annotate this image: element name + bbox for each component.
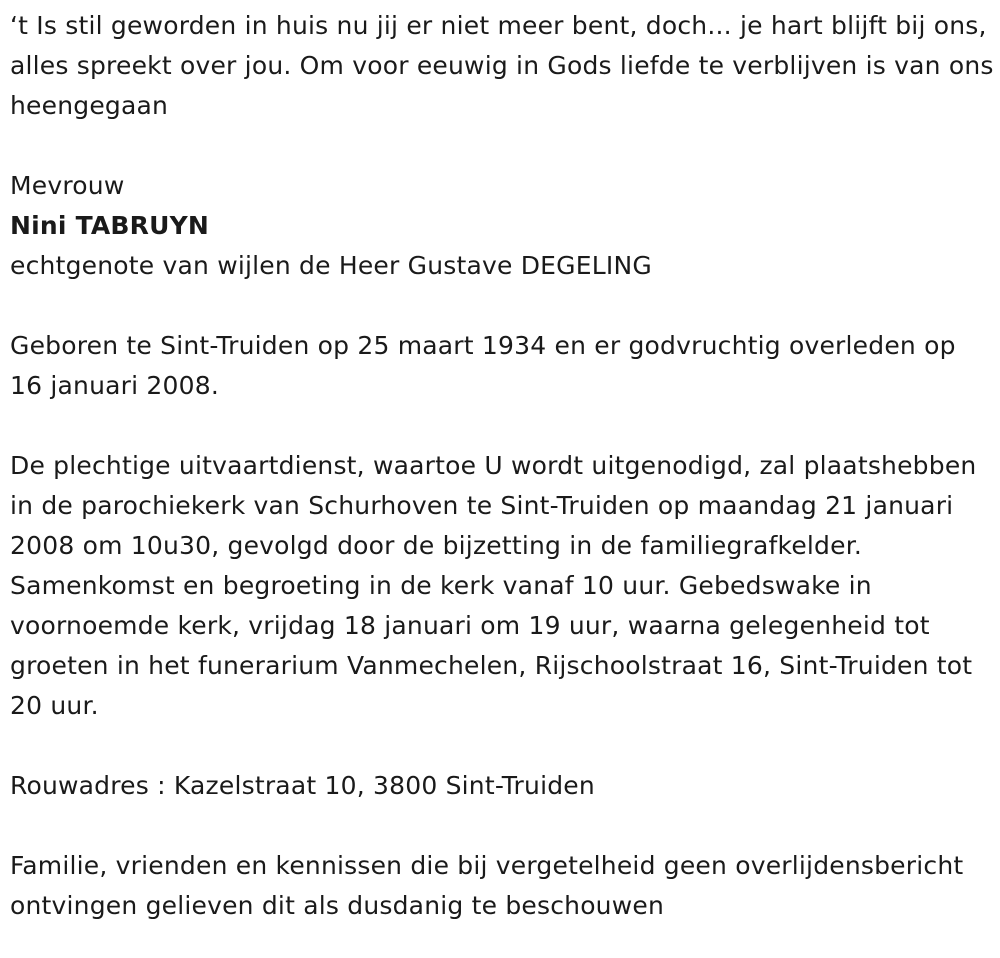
poem-text: ‘t Is stil geworden in huis nu jij er niet meer bent, doch... je hart blijft bij ons, alles spreekt over jou. Om voor eeuwig in Gods liefde te verblijven is van ons heengegaan [10,11,994,120]
obituary-notice [10,6,995,926]
spacer [10,726,995,766]
spacer [10,286,995,326]
closing-text: Familie, vrienden en kennissen die bij vergetelheid geen overlijdensbericht ontvingen gelieven dit als dusdanig te beschouwen [10,851,964,920]
spouse-line: echtgenote van wijlen de Heer Gustave DEGELING [10,251,652,280]
mourning-address: Rouwadres : Kazelstraat 10, 3800 Sint-Truiden [10,771,595,800]
spacer [10,806,995,846]
spacer [10,126,995,166]
funeral-details: De plechtige uitvaartdienst, waartoe U wordt uitgenodigd, zal plaatshebben in de parochiekerk van Schurhoven te Sint-Truiden op maandag 21 januari 2008 om 10u30, gevolgd door de bijzetting in de familiegrafkelder. Samenkomst en begroeting in de kerk vanaf 10 uur. Gebedswake in voornoemde kerk, vrijdag 18 januari om 19 uur, waarna gelegenheid tot groeten in het funerarium Vanmechelen, Rijschoolstraat 16, Sint-Truiden tot 20 uur. [10,451,977,720]
deceased-name: Nini TABRUYN [10,211,210,240]
birth-death-text: Geboren te Sint-Truiden op 25 maart 1934 en er godvruchtig overleden op 16 januari 2008. [10,331,956,400]
spacer [10,406,995,446]
salutation: Mevrouw [10,171,125,200]
